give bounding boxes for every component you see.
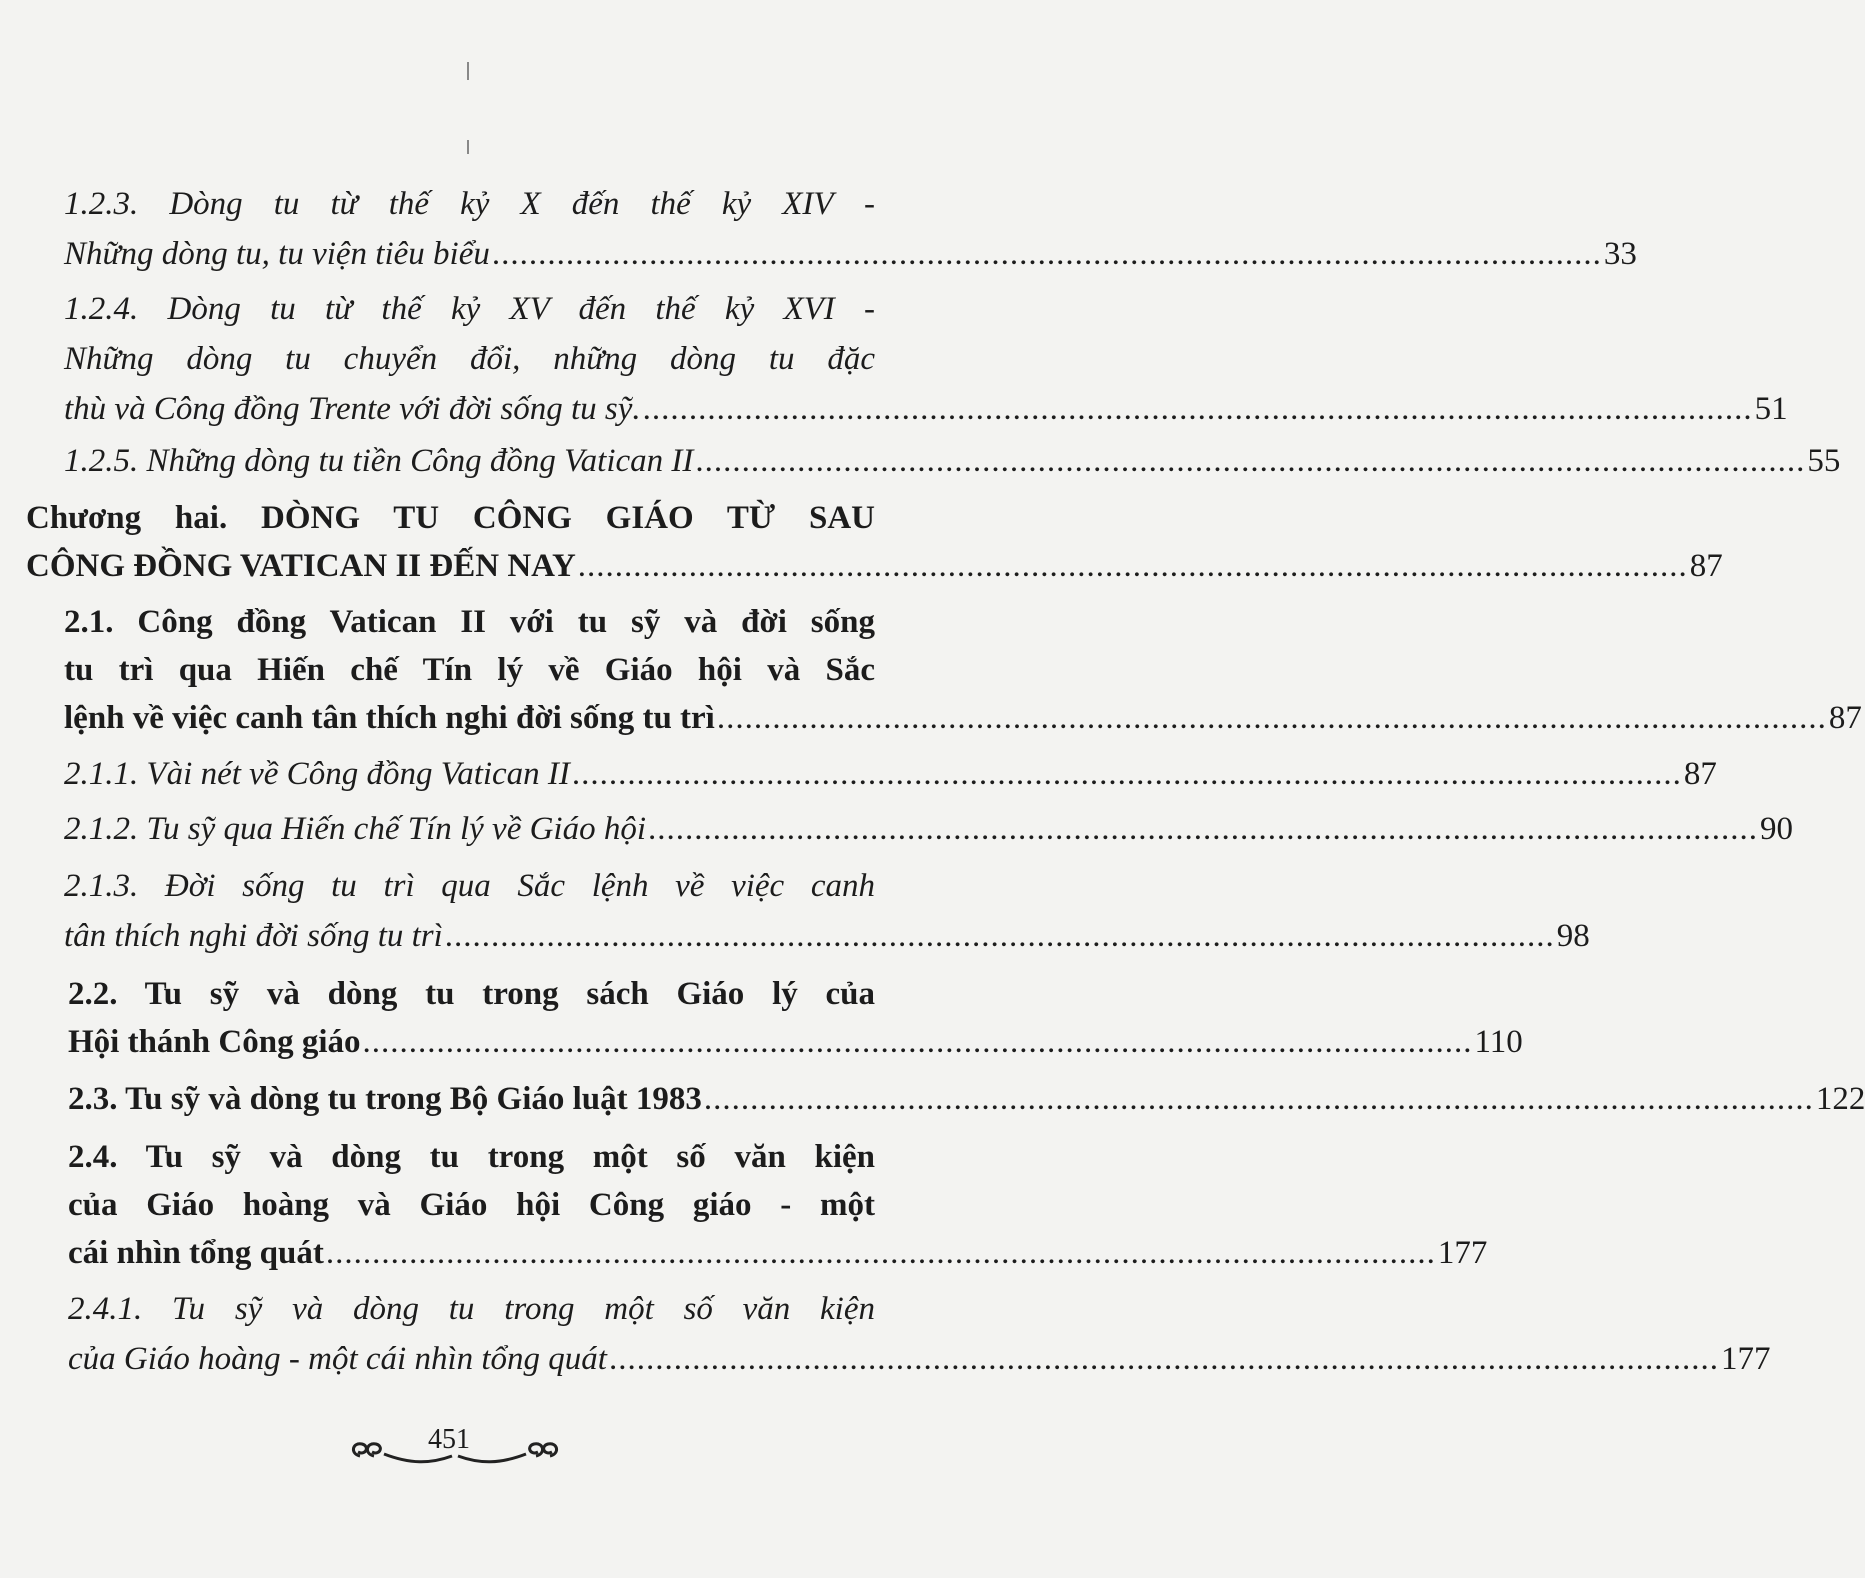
toc-entry — [68, 1075, 1865, 1123]
toc-entry-title: tân thích nghi đời sống tu trì — [64, 918, 443, 954]
toc-entry — [64, 230, 1637, 278]
toc-page-number: 177 — [1720, 1341, 1771, 1377]
toc-entry-title: CÔNG ĐỒNG VATICAN II ĐẾN NAY — [26, 548, 576, 584]
toc-entry — [64, 912, 1590, 960]
toc-page-number: 90 — [1760, 811, 1794, 847]
toc-entry-title: của Giáo hoàng - một cái nhìn tổng quát — [68, 1341, 607, 1377]
leader-dots: ........................................................................................................................ — [695, 443, 1806, 479]
toc-entry-line: tu trì qua Hiến chế Tín lý về Giáo hội và Sắc — [64, 652, 875, 688]
toc-entry — [64, 437, 1841, 485]
toc-entry-line: Những dòng tu chuyển đổi, những dòng tu đặc — [64, 341, 875, 377]
toc-entry-line: của Giáo hoàng và Giáo hội Công giáo - một — [68, 1187, 875, 1223]
toc-entry-title: lệnh về việc canh tân thích nghi đời sống tu trì — [64, 700, 715, 736]
leader-dots: ........................................................................................................................ — [325, 1235, 1436, 1271]
toc-page-number: 122 — [1815, 1081, 1865, 1117]
toc-entry-line: Chương hai. DÒNG TU CÔNG GIÁO TỪ SAU — [26, 500, 875, 536]
leader-dots: ........................................................................................................................ — [362, 1024, 1473, 1060]
toc-entry-title: Hội thánh Công giáo — [68, 1024, 361, 1060]
leader-dots: ........................................................................................................................ — [703, 1081, 1814, 1117]
toc-entry-line: 1.2.3. Dòng tu từ thế kỷ X đến thế kỷ XIV - — [64, 186, 875, 222]
toc-entry — [68, 1335, 1771, 1383]
toc-page-number: 177 — [1437, 1235, 1488, 1271]
toc-entry-title: thù và Công đồng Trente với đời sống tu sỹ. — [64, 391, 641, 427]
toc-entry — [68, 1229, 1488, 1277]
toc-entry-title: 2.3. Tu sỹ và dòng tu trong Bộ Giáo luật 1983 — [68, 1081, 702, 1117]
toc-page-number: 87 — [1689, 548, 1723, 584]
leader-dots: ........................................................................................................................ — [577, 548, 1688, 584]
toc-page-number: 110 — [1474, 1024, 1523, 1060]
toc-entry — [64, 694, 1862, 742]
toc-entry-title: 2.1.2. Tu sỹ qua Hiến chế Tín lý về Giáo hội — [64, 811, 647, 847]
toc-entry — [26, 542, 1723, 590]
toc-entry — [64, 385, 1788, 433]
leader-dots: ........................................................................................................................ — [608, 1341, 1719, 1377]
toc-entry-line: 2.4. Tu sỹ và dòng tu trong một số văn kiện — [68, 1139, 875, 1175]
leader-dots: ........................................................................................................................ — [491, 236, 1602, 272]
toc-entry-line: 2.2. Tu sỹ và dòng tu trong sách Giáo lý của — [68, 976, 875, 1012]
toc-entry-title: cái nhìn tổng quát — [68, 1235, 324, 1271]
toc-entry-line: 2.4.1. Tu sỹ và dòng tu trong một số văn kiện — [68, 1291, 875, 1327]
page-mark — [467, 62, 469, 80]
toc-entry — [64, 805, 1794, 853]
toc-entry — [68, 1018, 1523, 1066]
toc-page-number: 33 — [1603, 236, 1637, 272]
leader-dots: ........................................................................................................................ — [444, 918, 1555, 954]
page-number: 451 — [428, 1424, 470, 1455]
page-footer — [340, 1420, 570, 1480]
toc-entry-title: Những dòng tu, tu viện tiêu biểu — [64, 236, 490, 272]
toc-entry — [64, 750, 1717, 798]
leader-dots: ........................................................................................................................ — [648, 811, 1759, 847]
toc-entry-title: 2.1.1. Vài nét về Công đồng Vatican II — [64, 756, 570, 792]
leader-dots: ........................................................................................................................ — [571, 756, 1682, 792]
toc-page-number: 98 — [1556, 918, 1590, 954]
toc-page-number: 55 — [1807, 443, 1841, 479]
toc-entry-line: 2.1.3. Đời sống tu trì qua Sắc lệnh về việc canh — [64, 868, 875, 904]
toc-entry-line: 2.1. Công đồng Vatican II với tu sỹ và đời sống — [64, 604, 875, 640]
leader-dots: ........................................................................................................................ — [642, 391, 1753, 427]
toc-page-number: 87 — [1828, 700, 1862, 736]
toc-page-number: 51 — [1754, 391, 1788, 427]
page-mark — [467, 140, 469, 154]
toc-entry-title: 1.2.5. Những dòng tu tiền Công đồng Vatican II — [64, 443, 694, 479]
leader-dots: ........................................................................................................................ — [716, 700, 1827, 736]
toc-page-number: 87 — [1683, 756, 1717, 792]
toc-entry-line: 1.2.4. Dòng tu từ thế kỷ XV đến thế kỷ XVI - — [64, 291, 875, 327]
